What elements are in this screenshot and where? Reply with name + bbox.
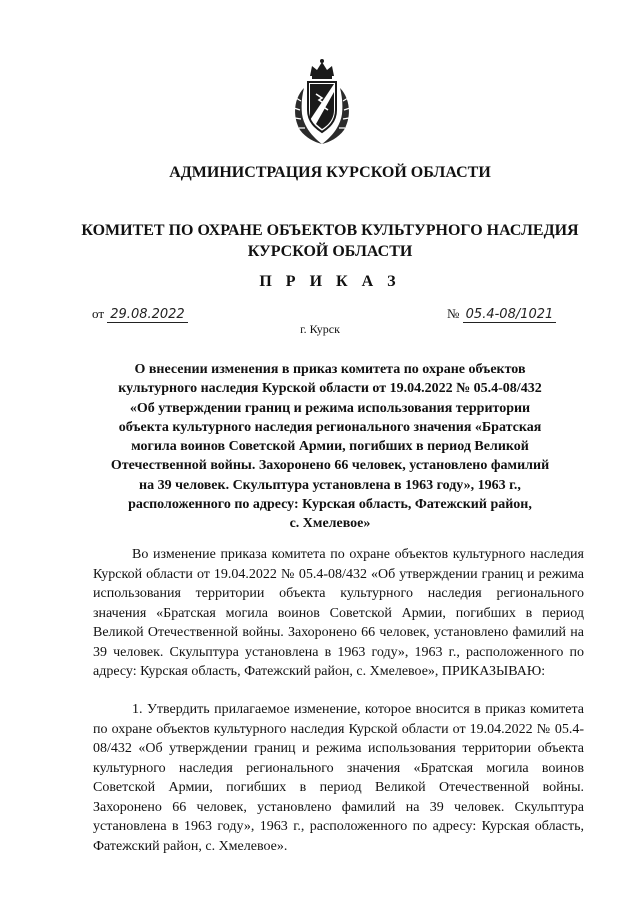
subject-line: с. Хмелевое» [289, 516, 371, 532]
document-type: П Р И К А З [259, 273, 401, 290]
subject-line: культурного наследия Курской области от 19.04.2022 № 05.4-08/432 [118, 381, 542, 397]
subject-line: объекта культурного наследия регионального значения «Братская [118, 419, 542, 435]
paragraph-text: 1. Утвердить прилагаемое изменение, которое вносится в приказ комитета по охране объектов культурного наследия Курской области от 19.04.2022 № 05.4-08/432 «Об утверждении границ и режима использования территории объекта культурного наследия регионального значения «Братская могила воинов Советской Армии, погибших в период Великой Отечественной войны. Захоронено 66 человек, установлено фамилий на 39 человек. Скульптура установлена в 1963 году», 1963 г., расположенного по адресу: Курская область, Фатежский район, с. Хмелевое». [93, 702, 584, 854]
number-value: 05.4-08/1021 [463, 307, 557, 323]
subject-line: О внесении изменения в приказ комитета по охране объектов [134, 362, 526, 377]
committee-title [40, 220, 620, 262]
date-value: 29.08.2022 [107, 307, 187, 323]
committee-title-line2: КУРСКОЙ ОБЛАСТИ [247, 243, 413, 260]
subject-line: расположенного по адресу: Курская область, Фатежский район, [128, 497, 532, 513]
paragraph-text: Во изменение приказа комитета по охране объектов культурного наследия Курской области от 19.04.2022 № 05.4-08/432 «Об утверждении границ и режима использования территории объекта культурного наследия регионального значения «Братская могила воинов Советской Армии, погибших в период Великой Отечественной войны. Захоронено 66 человек, установлено фамилий на 39 человек. Скульптура установлена в 1963 году», 1963 г., расположенного по адресу: Курская область, Фатежский район, с. Хмелевое», ПРИКАЗЫВАЮ: [93, 547, 584, 679]
committee-title-line1: КОМИТЕТ ПО ОХРАНЕ ОБЪЕКТОВ КУЛЬТУРНОГО НАСЛЕДИЯ [81, 222, 579, 239]
subject-line: Отечественной войны. Захоронено 66 человек, установлено фамилий [110, 458, 550, 474]
date-prefix: от [92, 306, 105, 321]
subject-line: могила воинов Советской Армии, погибших в период Великой [131, 439, 529, 455]
city: г. Курск [300, 322, 340, 336]
body-paragraph-2 [93, 700, 584, 856]
order-number [447, 306, 556, 323]
organization-title: АДМИНИСТРАЦИЯ КУРСКОЙ ОБЛАСТИ [169, 164, 491, 181]
subject-line: на 39 человек. Скульптура установлена в 1963 году», 1963 г., [139, 477, 521, 493]
coat-of-arms-icon [290, 58, 354, 144]
subject-line: «Об утверждении границ и режима использования территории [129, 400, 531, 416]
order-date [92, 306, 188, 323]
body-paragraph-1 [93, 545, 584, 682]
order-subject [40, 360, 620, 534]
number-prefix: № [447, 306, 460, 321]
